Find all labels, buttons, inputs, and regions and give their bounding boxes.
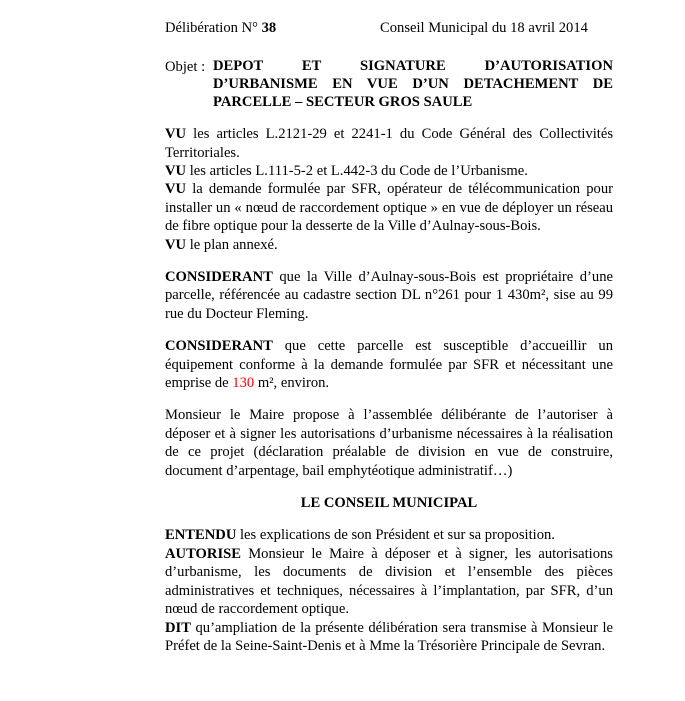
highlighted-surface-value: 130 — [232, 375, 255, 392]
subject-block — [165, 58, 613, 111]
body-text: Monsieur le Maire propose à l’assemblée délibérante de l’autoriser à déposer et à signer les autorisations d’urbanisme nécessaires à la réalisation de ce projet (déclaration préalable de division en vue de construire, document d’arpentage, bail emphytéotique administratif…) — [165, 407, 613, 479]
vu-block — [165, 125, 613, 254]
text-line — [165, 619, 613, 656]
subject-title: DEPOT ET SIGNATURE D’AUTORISATION D’URBANISME EN VUE D’UN DETACHEMENT DE PARCELLE – SECTEUR GROS SAULE — [213, 58, 613, 110]
session-title: Conseil Municipal du 18 avril 2014 — [380, 20, 588, 36]
body-text: les explications de son Président et sur sa proposition. — [236, 527, 555, 544]
text-line — [165, 406, 613, 480]
body-text: que la Ville d’Aulnay-sous-Bois est propriétaire d’une parcelle, référencée au cadastre section DL n°261 pour 1 430m², sise au 99 rue du Docteur Fleming. — [165, 269, 613, 322]
deliberation-number: 38 — [261, 20, 277, 36]
bold-lead-text: AUTORISE — [165, 545, 241, 562]
bold-lead-text: VU — [165, 162, 187, 179]
document-content — [165, 19, 613, 655]
considerant-equipement — [165, 337, 613, 392]
body-text: qu’ampliation de la présente délibération sera transmise à Monsieur le Préfet de la Seine-Saint-Denis et à Mme la Trésorière Principale de Sevran. — [165, 619, 613, 654]
considerant-parcelle — [165, 268, 613, 323]
decisions-block — [165, 526, 613, 655]
body-text: que cette parcelle est susceptible d’accueillir un équipement conforme à la demande formulée par SFR et nécessitant une emprise de — [165, 338, 613, 392]
bold-lead-text: LE CONSEIL MUNICIPAL — [300, 495, 478, 512]
text-line — [165, 162, 613, 180]
subject-label: Objet : — [165, 59, 206, 76]
bold-lead-text: CONSIDERANT — [165, 338, 273, 355]
body-text: la demande formulée par SFR, opérateur de télécommunication pour installer un « nœud de raccordement optique » en vue de déployer un réseau de fibre optique pour la desserte de la Ville d’Aulnay-sous-Bois. — [165, 181, 613, 235]
text-line — [165, 236, 613, 254]
text-line — [165, 526, 613, 544]
body-text: Monsieur le Maire à déposer et à signer, les autorisations d’urbanisme, les documents de division et l’ensemble des pièces administratives et techniques, nécessaires à l’implantation, par SFR, d’un nœud de raccordement optique. — [165, 545, 613, 618]
proposition-maire — [165, 406, 613, 480]
bold-lead-text: CONSIDERANT — [165, 269, 273, 286]
body-text: les articles L.111-5-2 et L.442-3 du Code de l’Urbanisme. — [186, 162, 528, 179]
bold-lead-text: ENTENDU — [165, 527, 237, 544]
bold-lead-text: VU — [165, 181, 187, 198]
body-text: le plan annexé. — [186, 236, 278, 253]
text-line — [165, 494, 613, 512]
text-line — [165, 268, 613, 323]
text-line — [165, 125, 613, 162]
text-line — [165, 180, 613, 235]
bold-lead-text: DIT — [165, 619, 191, 636]
deliberation-label — [165, 20, 276, 36]
bold-lead-text: VU — [165, 236, 187, 253]
bold-lead-text: VU — [165, 126, 187, 143]
body-text: m², environ. — [254, 375, 330, 392]
text-line — [165, 545, 613, 619]
conseil-municipal-heading — [165, 494, 613, 512]
body-text: les articles L.2121-29 et 2241-1 du Code Général des Collectivités Territoriales. — [165, 126, 613, 161]
deliberation-label-text: Délibération N° — [165, 20, 262, 36]
document-body — [165, 125, 613, 655]
text-line — [165, 337, 613, 392]
document-header — [165, 19, 613, 37]
